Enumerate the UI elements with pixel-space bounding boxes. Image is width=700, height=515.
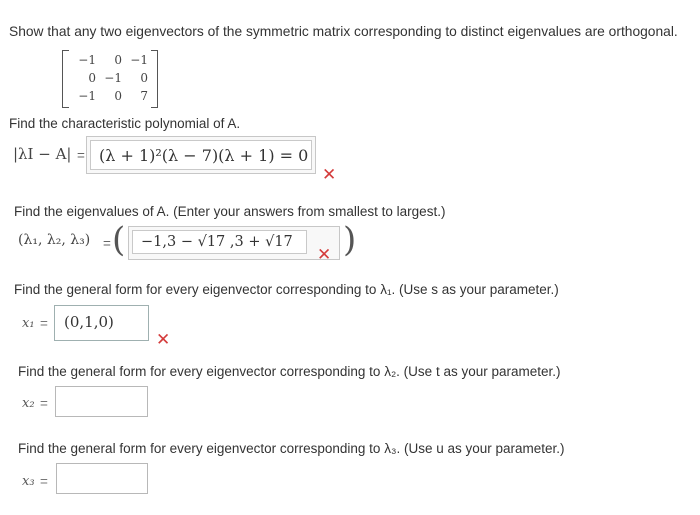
- question-characteristic-polynomial: Find the characteristic polynomial of A.: [9, 116, 241, 131]
- close-paren: ): [343, 220, 357, 260]
- equals-sign: =: [40, 316, 48, 331]
- matrix-row-3: [70, 89, 150, 103]
- eigenvalues-input[interactable]: [132, 230, 307, 254]
- matrix-row-1: [70, 53, 150, 67]
- equals-sign: =: [40, 396, 48, 411]
- equals-sign: =: [77, 148, 85, 163]
- incorrect-icon: ✕: [317, 245, 332, 265]
- question-eigenvector-3: Find the general form for every eigenvector corresponding to λ₃. (Use u as your parameter.): [18, 441, 565, 456]
- matrix-cell: −1: [78, 89, 96, 103]
- question-eigenvalues: Find the eigenvalues of A. (Enter your answers from smallest to largest.): [14, 204, 446, 219]
- x1-label: x₁: [22, 316, 35, 331]
- open-paren: (: [112, 220, 126, 260]
- eigenvalues-value: −1,3 − √17 ,3 + √17: [141, 234, 293, 250]
- matrix-a: [62, 50, 158, 108]
- x3-label: x₃: [22, 474, 35, 489]
- matrix-cell: 7: [140, 89, 148, 103]
- matrix-cell: 0: [114, 89, 122, 103]
- equals-sign: =: [40, 474, 48, 489]
- question-eigenvector-1: Find the general form for every eigenvector corresponding to λ₁. (Use s as your parameter.): [14, 282, 559, 297]
- eigenvalue-tuple-label: (λ₁, λ₂, λ₃): [18, 232, 91, 248]
- matrix-cell: 0: [114, 53, 122, 67]
- eigenvector-1-value: (0,1,0): [64, 313, 114, 331]
- x2-label: x₂: [22, 396, 35, 411]
- equals-sign: =: [103, 236, 111, 251]
- eigenvector-3-input[interactable]: [56, 463, 148, 494]
- det-label: |λI − A|: [13, 145, 72, 163]
- matrix-left-bracket: [62, 50, 69, 108]
- characteristic-polynomial-input[interactable]: [90, 140, 312, 170]
- eigenvector-1-input[interactable]: [54, 305, 149, 341]
- question-eigenvector-2: Find the general form for every eigenvector corresponding to λ₂. (Use t as your parameter.): [18, 364, 561, 379]
- matrix-cell: −1: [130, 53, 148, 67]
- characteristic-polynomial-value: (λ + 1)²(λ − 7)(λ + 1) = 0: [99, 146, 309, 165]
- eigenvector-2-input[interactable]: [55, 386, 148, 417]
- matrix-cell: −1: [78, 53, 96, 67]
- matrix-cell: 0: [88, 71, 96, 85]
- matrix-right-bracket: [151, 50, 158, 108]
- incorrect-icon: ✕: [322, 165, 337, 185]
- matrix-row-2: [70, 71, 150, 85]
- problem-statement: Show that any two eigenvectors of the symmetric matrix corresponding to distinct eigenvalues are orthogonal.: [9, 24, 678, 39]
- characteristic-polynomial-answer-frame: [86, 136, 316, 174]
- eigenvalues-answer-frame: [128, 226, 340, 265]
- matrix-cell: 0: [140, 71, 148, 85]
- incorrect-icon: ✕: [156, 330, 171, 350]
- matrix-cell: −1: [104, 71, 122, 85]
